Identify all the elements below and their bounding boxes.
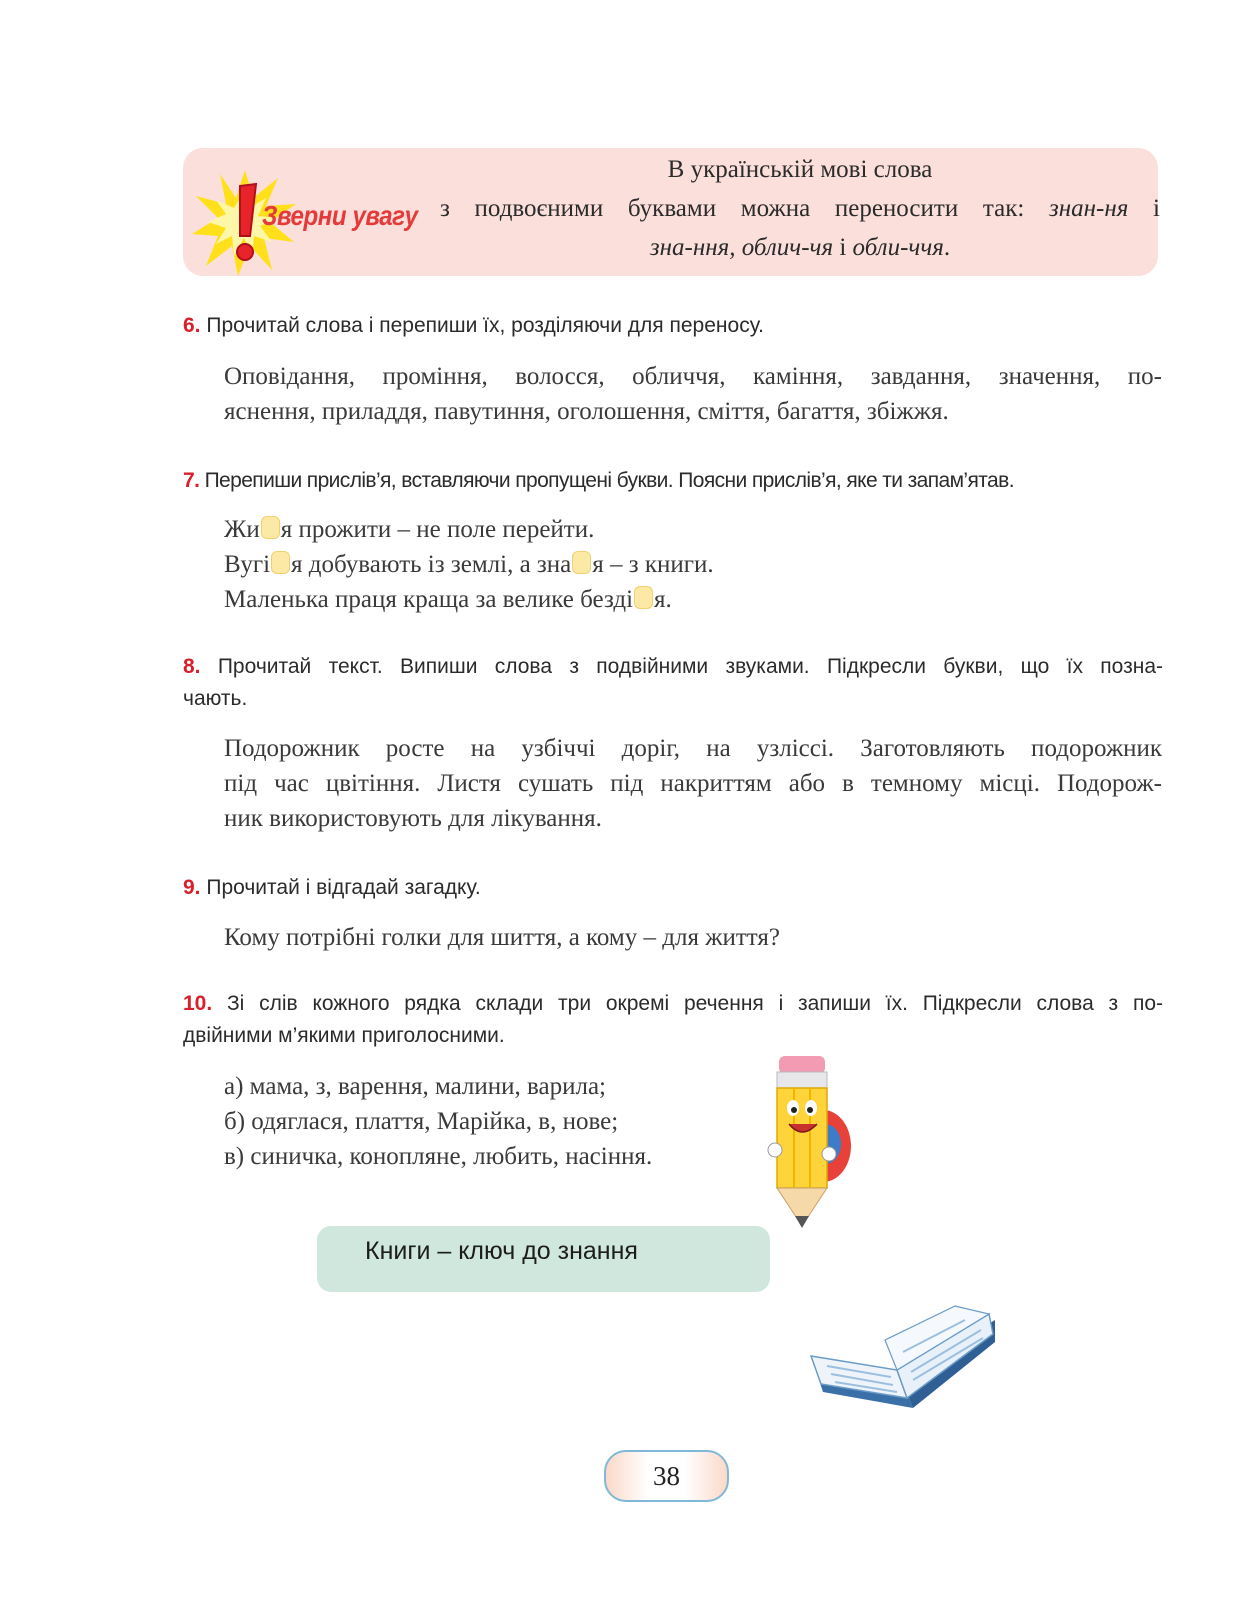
text-line: Оповідання, проміння, волосся, обличчя, каміння, завдання, значення, по-	[224, 363, 1162, 390]
text-fragment: я добувають із землі, а зна	[291, 551, 572, 578]
task-instruction-text: чають.	[183, 687, 248, 710]
attention-line-2-text: з подвоєними буквами можна переносити так:	[440, 195, 1049, 222]
text-fragment: Маленька праця краща за велике безді	[224, 586, 634, 613]
missing-letter-gap	[572, 551, 591, 574]
task-instruction-text: Прочитай і відгадай загадку.	[200, 876, 481, 899]
text-fragment: я.	[654, 586, 672, 613]
riddle-text: Кому потрібні голки для шиття, а кому – для життя?	[224, 924, 780, 951]
page-number: 38	[604, 1450, 729, 1502]
task-6-words	[224, 359, 1162, 429]
attention-label: Зверни увагу	[262, 200, 418, 231]
text-line: Подорожник росте на узбіччі доріг, на узліссі. Заготовляють подорожник	[224, 735, 1162, 762]
task-number: 8.	[183, 655, 201, 678]
attention-line-3	[440, 228, 1160, 267]
task-10-list	[224, 1069, 764, 1174]
text-fragment: я – з книги.	[592, 551, 714, 578]
task-9-riddle	[224, 920, 1162, 955]
text-line: яснення, приладдя, павутиння, оголошення, сміття, багаття, збіжжя.	[224, 398, 949, 425]
text-line: ник використовують для лікування.	[224, 805, 602, 832]
missing-letter-gap	[261, 516, 280, 539]
proverb-text: Книги – ключ до знання	[365, 1237, 638, 1265]
task-8-text	[224, 731, 1162, 836]
task-6-instruction	[183, 310, 1163, 342]
task-7-proverbs	[224, 512, 1162, 617]
text-fragment: Жи	[224, 516, 260, 543]
task-number: 6.	[183, 314, 201, 337]
task-number: 7.	[183, 469, 200, 492]
text-fragment: Вугі	[224, 551, 271, 578]
task-9-instruction	[183, 872, 1163, 904]
attention-line-3-end: .	[943, 234, 951, 261]
list-item: б) одяглася, плаття, Марійка, в, нове;	[224, 1108, 619, 1135]
pencil-mascot-icon	[765, 1050, 855, 1232]
text-fragment: я прожити – не поле перейти.	[280, 516, 595, 543]
task-number: 9.	[183, 876, 201, 899]
missing-letter-gap	[634, 586, 653, 609]
attention-example-2: зна-ння, облич-чя	[649, 234, 834, 261]
attention-line-3-mid: і	[833, 234, 853, 261]
task-instruction-text: Зі слів кожного рядка склади три окремі речення і запиши їх. Підкресли слова з по-	[212, 992, 1163, 1015]
task-instruction-text: Прочитай текст. Випиши слова з подвійними звуками. Підкресли букви, що їх позна-	[200, 655, 1163, 678]
attention-line-1: В українській мові слова	[667, 156, 933, 183]
proverb-line	[224, 582, 1162, 617]
attention-line-2-suffix: і	[1128, 195, 1160, 222]
attention-line-2	[440, 189, 1160, 228]
text-line: під час цвітіння. Листя сушать під накриттям або в темному місці. Подорож-	[224, 770, 1162, 797]
attention-text	[440, 150, 1160, 267]
missing-letter-gap	[271, 551, 290, 574]
list-item: а) мама, з, варення, малини, варила;	[224, 1073, 607, 1100]
proverb-line	[224, 512, 1162, 547]
attention-example-3: обли-ччя	[852, 234, 944, 261]
list-item: в) синичка, коноплянe, любить, насіння.	[224, 1143, 653, 1170]
task-instruction-text: Прочитай слова і перепиши їх, розділяючи для переносу.	[200, 314, 764, 337]
task-10-instruction	[183, 988, 1163, 1052]
open-book-icon	[805, 1300, 1000, 1412]
proverb-line	[224, 547, 1162, 582]
task-number: 10.	[183, 992, 213, 1015]
task-8-instruction	[183, 651, 1163, 715]
attention-example-1: знан-ня	[1048, 195, 1129, 222]
task-instruction-text: Перепиши прислів’я, вставляючи пропущені букви. Поясни прислів’я, яке ти запам’ятав.	[199, 469, 1014, 492]
task-instruction-text: двійними м’якими приголосними.	[183, 1024, 505, 1047]
task-7-instruction	[183, 465, 1163, 497]
